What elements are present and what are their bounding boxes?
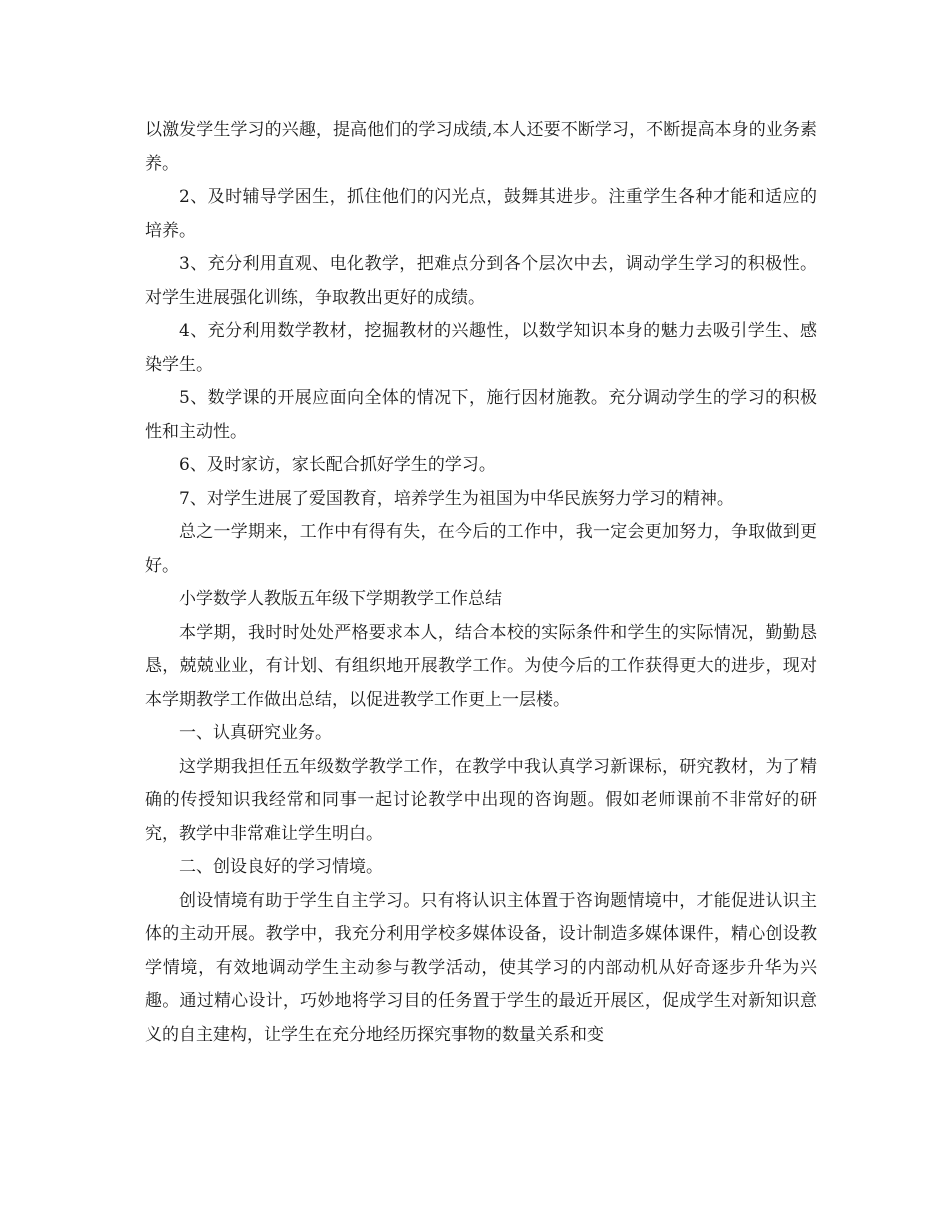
heading-one: 一、认真研究业务。 (179, 723, 332, 743)
paragraph-12: 这学期我担任五年级数学教学工作，在教学中我认真学习新课标，研究教材，为了精确的传授知识我经常和同事一起讨论教学中出现的咨询题。假如老师课前不非常好的研究，教学中非常难让学生明白。 (145, 756, 817, 844)
paragraph-14: 创设情境有助于学生自主学习。只有将认识主体置于咨询题情境中，才能促进认识主体的主动开展。教学中，我充分利用学校多媒体设备，设计制造多媒体课件，精心创设教学情境，有效地调动学生主动参与教学活动，使其学习的内部动机从好奇逐步升华为兴趣。通过精心设计，巧妙地将学习目的任务置于学生的最近开展区，促成学生对新知识意义的自主建构，让学生在充分地经历探究事物的数量关系和变 (145, 890, 817, 1045)
paragraph-1: 以激发学生学习的兴趣，提高他们的学习成绩,本人还要不断学习，不断提高本身的业务素养。 (145, 120, 817, 174)
paragraph-7: 7、对学生进展了爱国教育，培养学生为祖国为中华民族努力学习的精神。 (179, 488, 734, 509)
document-body (145, 114, 817, 1052)
heading-two: 二、创设良好的学习情境。 (179, 857, 383, 877)
section-title: 小学数学人教版五年级下学期教学工作总结 (179, 589, 502, 609)
paragraph-10: 本学期，我时时处处严格要求本人，结合本校的实际条件和学生的实际情况，勤勤恳恳，兢兢业业，有计划、有组织地开展教学工作。为使今后的工作获得更大的进步，现对本学期教学工作做出总结，以促进教学工作更上一层楼。 (145, 622, 817, 710)
paragraph-4: 4、充分利用数学教材，挖掘教材的兴趣性，以数学知识本身的魅力去吸引学生、感染学生。 (145, 321, 817, 375)
paragraph-2: 2、及时辅导学困生，抓住他们的闪光点，鼓舞其进步。注重学生各种才能和适应的培养。 (145, 187, 817, 241)
paragraph-3: 3、充分利用直观、电化教学，把难点分到各个层次中去，调动学生学习的积极性。对学生进展强化训练，争取教出更好的成绩。 (145, 254, 817, 308)
paragraph-5: 5、数学课的开展应面向全体的情况下，施行因材施教。充分调动学生的学习的积极性和主动性。 (145, 388, 817, 442)
paragraph-6: 6、及时家访，家长配合抓好学生的学习。 (179, 455, 496, 475)
paragraph-8: 总之一学期来，工作中有得有失，在今后的工作中，我一定会更加努力，争取做到更好。 (145, 522, 817, 576)
